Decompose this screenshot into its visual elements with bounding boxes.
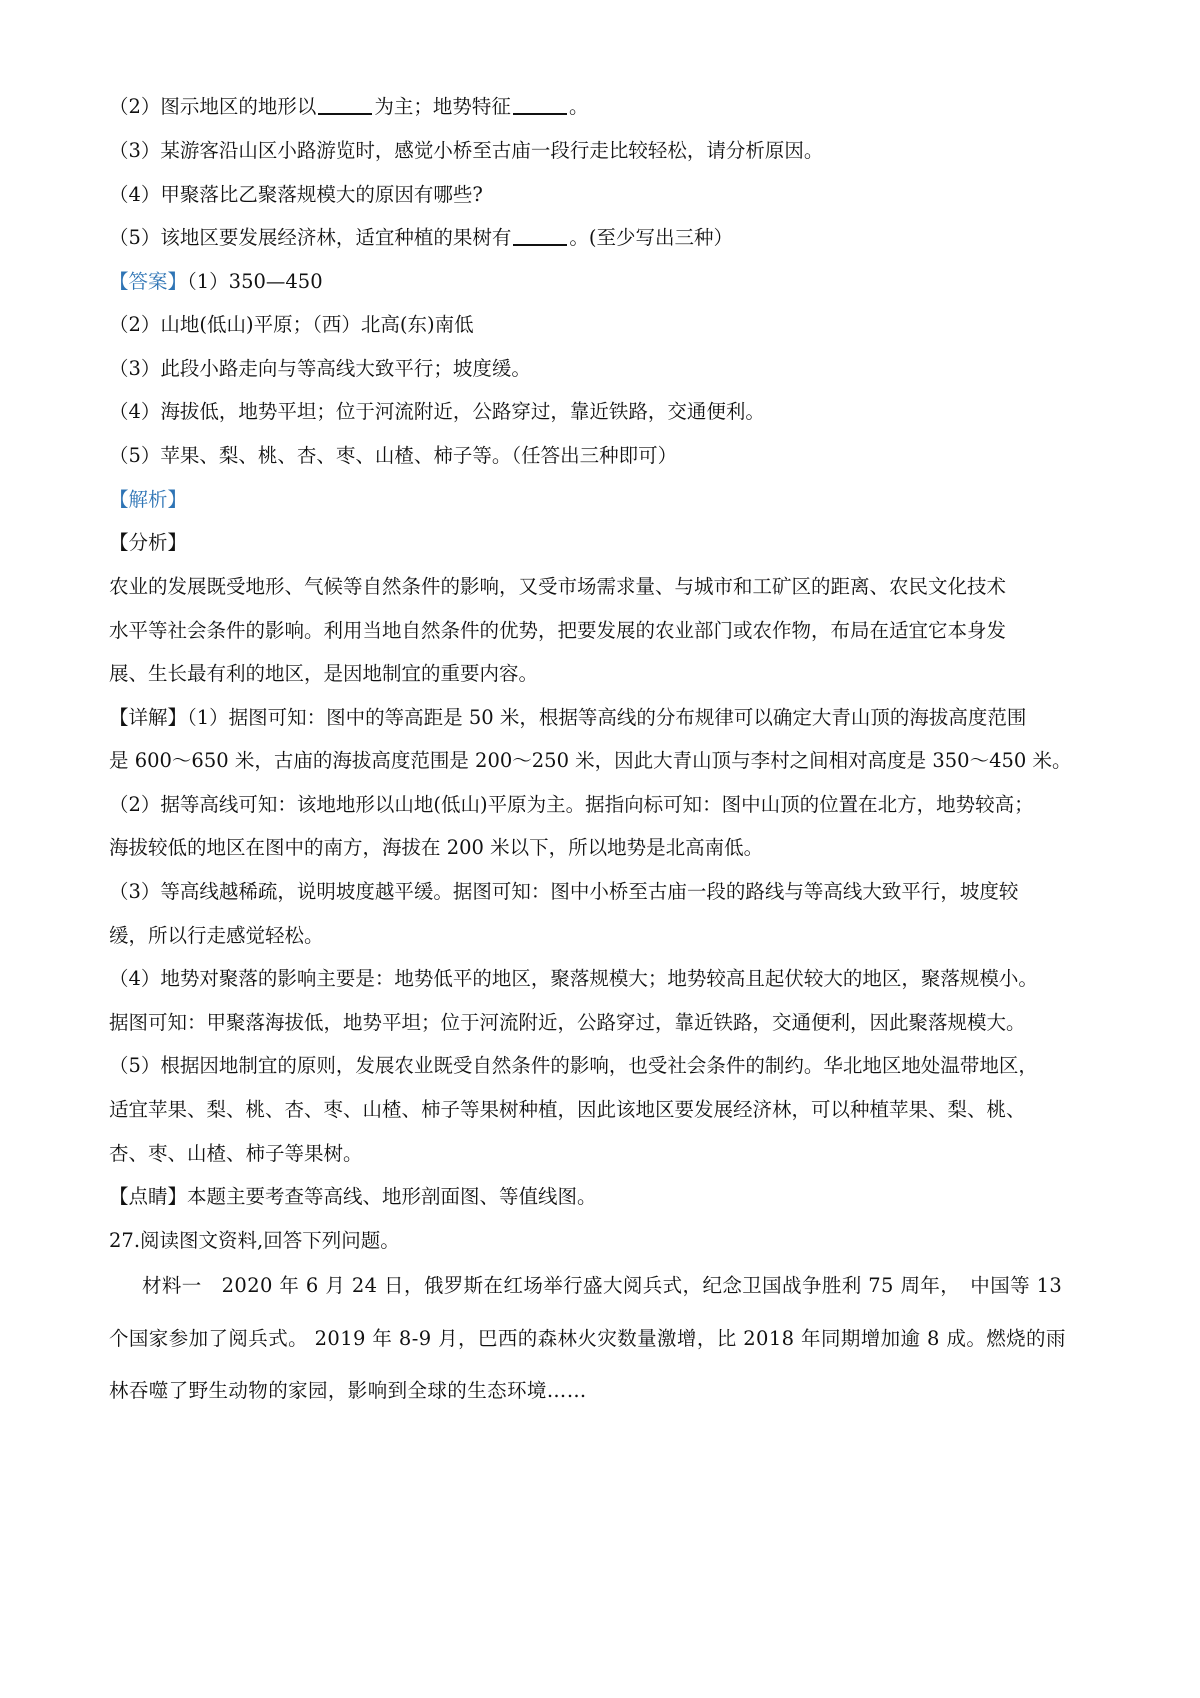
q2-text-1: （2）图示地区的地形以: [109, 95, 317, 118]
answer-line-2: （2）山地(低山)平原；（西）北高(东)南低: [109, 313, 474, 336]
detail-line-1: [109, 704, 1140, 732]
q5-text-2: 。(至少写出三种）: [569, 226, 734, 249]
material-line-2: 个国家参加了阅兵式。 2019 年 8-9 月，巴西的森林火灾数量激增，比 2018 年同期增加逾 8 成。燃烧的雨: [109, 1327, 1066, 1350]
detail-line-11: 杏、枣、山楂、柿子等果树。: [109, 1142, 363, 1165]
answer-line-3: （3）此段小路走向与等高线大致平行；坡度缓。: [109, 357, 531, 380]
detail-line-7: （4）地势对聚落的影响主要是：地势低平的地区，聚落规模大；地势较高且起伏较大的地区，聚落规模小。: [109, 967, 1038, 990]
dianjing-label: 【点睛】: [109, 1185, 188, 1208]
fenxi-line-3: 展、生长最有利的地区，是因地制宜的重要内容。: [109, 662, 539, 685]
fenxi-label: 【分析】: [109, 531, 188, 554]
detail-line-3: （2）据等高线可知：该地地形以山地(低山)平原为主。据指向标可知：图中山顶的位置在北方，地势较高；: [109, 793, 1034, 816]
answer-line-1: [109, 268, 1140, 296]
detail-line-8: 据图可知：甲聚落海拔低，地势平坦；位于河流附近，公路穿过，靠近铁路，交通便利，因此聚落规模大。: [109, 1011, 1026, 1034]
answer-line-5: （5）苹果、梨、桃、杏、枣、山楂、柿子等。（任答出三种即可）: [109, 444, 678, 467]
fenxi-line-1: 农业的发展既受地形、气候等自然条件的影响，又受市场需求量、与城市和工矿区的距离、农民文化技术: [109, 575, 1007, 598]
detail-line-9: （5）根据因地制宜的原则，发展农业既受自然条件的影响，也受社会条件的制约。华北地区地处温带地区，: [109, 1054, 1038, 1077]
answer-blank[interactable]: [513, 95, 567, 115]
q27-title: 27.阅读图文资料,回答下列问题。: [109, 1229, 400, 1252]
answer-line-4: （4）海拔低，地势平坦；位于河流附近，公路穿过，靠近铁路，交通便利。: [109, 400, 765, 423]
detail-line-4: 海拔较低的地区在图中的南方，海拔在 200 米以下，所以地势是北高南低。: [109, 836, 764, 859]
answer-tag: 【答案】: [109, 270, 188, 293]
q5-line: [109, 224, 1140, 252]
analysis-tag: 【解析】: [109, 488, 188, 511]
q3-line: （3）某游客沿山区小路游览时，感觉小桥至古庙一段行走比较轻松，请分析原因。: [109, 139, 824, 162]
detail-line-10: 适宜苹果、梨、桃、杏、枣、山楂、柿子等果树种植，因此该地区要发展经济林，可以种植苹果、梨、桃、: [109, 1098, 1026, 1121]
answer-blank[interactable]: [513, 226, 567, 246]
detail-line-5: （3）等高线越稀疏，说明坡度越平缓。据图可知：图中小桥至古庙一段的路线与等高线大致平行，坡度较: [109, 880, 1019, 903]
detail-line-2: 是 600～650 米，古庙的海拔高度范围是 200～250 米，因此大青山顶与李村之间相对高度是 350～450 米。: [109, 749, 1072, 772]
material-line-1: 材料一 2020 年 6 月 24 日，俄罗斯在红场举行盛大阅兵式，纪念卫国战争胜利 75 周年， 中国等 13: [142, 1274, 1063, 1297]
answer-blank[interactable]: [318, 95, 372, 115]
detail-label: 【详解】: [109, 706, 188, 729]
dianjing-text: 本题主要考查等高线、地形剖面图、等值线图。: [187, 1185, 597, 1208]
dianjing-line: [109, 1183, 1140, 1211]
detail-line-6: 缓，所以行走感觉轻松。: [109, 924, 324, 947]
detail-text-1: （1）据图可知：图中的等高距是 50 米，根据等高线的分布规律可以确定大青山顶的海拔高度范围: [187, 706, 1027, 729]
material-line-3: 林吞噬了野生动物的家园，影响到全球的生态环境……: [109, 1379, 587, 1402]
fenxi-line-2: 水平等社会条件的影响。利用当地自然条件的优势，把要发展的农业部门或农作物，布局在适宜它本身发: [109, 619, 1007, 642]
q2-text-3: 。: [568, 95, 589, 118]
answer-1: （1）350—450: [187, 270, 323, 293]
q2-text-2: 为主；地势特征: [374, 95, 511, 118]
q5-text-1: （5）该地区要发展经济林，适宜种植的果树有: [109, 226, 512, 249]
q4-line: （4）甲聚落比乙聚落规模大的原因有哪些?: [109, 183, 483, 206]
q2-line: [109, 93, 1140, 121]
